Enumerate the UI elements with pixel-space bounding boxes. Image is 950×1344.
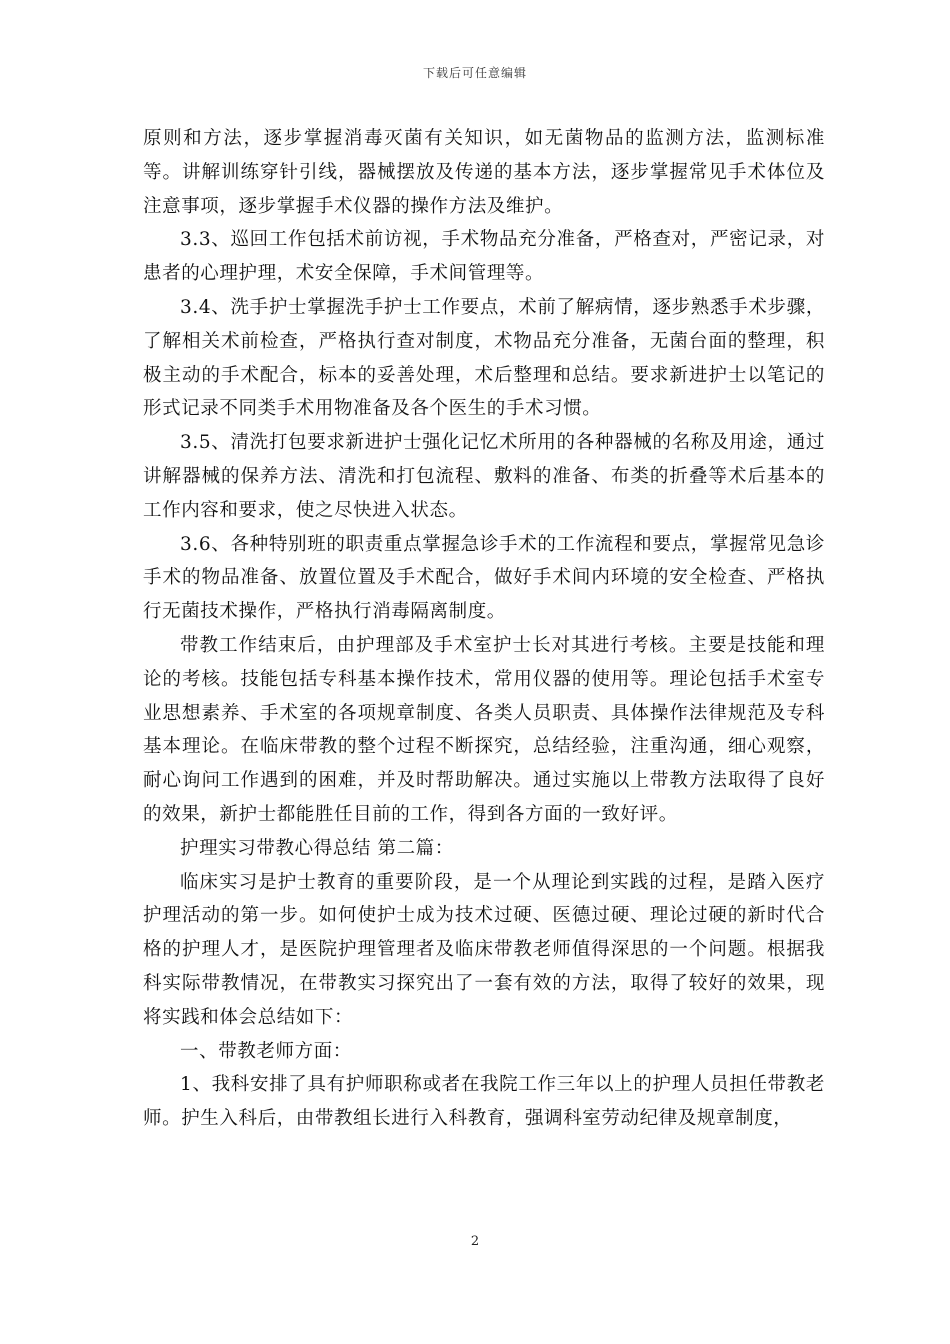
paragraph-6: 带教工作结束后，由护理部及手术室护士长对其进行考核。主要是技能和理论的考核。技能包括专科基本操作技术，常用仪器的使用等。理论包括手术室专业思想素养、手术室的各项规章制度、各类人员职责、具体操作法律规范及专科基本理论。在临床带教的整个过程不断探究，总结经验，注重沟通，细心观察，耐心询问工作遇到的困难，并及时帮助解决。通过实施以上带教方法取得了良好的效果，新护士都能胜任目前的工作，得到各方面的一致好评。 [143,634,825,825]
document-body [143,122,825,1136]
paragraph-3: 3.4、洗手护士掌握洗手护士工作要点，术前了解病情，逐步熟悉手术步骤，了解相关术前检查，严格执行查对制度，术物品充分准备，无菌台面的整理，积极主动的手术配合，标本的妥善处理，术后整理和总结。要求新进护士以笔记的形式记录不同类手术用物准备及各个医生的手术习惯。 [143,296,825,420]
paragraph-8: 1、我科安排了具有护师职称或者在我院工作三年以上的护理人员担任带教老师。护生入科后，由带教组长进行入科教育，强调科室劳动纪律及规章制度， [143,1074,825,1130]
page-header: 下载后可任意编辑 [422,66,527,80]
section-heading-teacher: 一、带教老师方面： [180,1040,352,1062]
paragraph-7: 临床实习是护士教育的重要阶段，是一个从理论到实践的过程，是踏入医疗护理活动的第一步。如何使护士成为技术过硬、医德过硬、理论过硬的新时代合格的护理人才，是医院护理管理者及临床带教老师值得深思的一个问题。根据我科实际带教情况，在带教实习探究出了一套有效的方法，取得了较好的效果，现将实践和体会总结如下： [143,871,825,1028]
page-number: 2 [470,1234,480,1249]
paragraph-2: 3.3、巡回工作包括术前访视，手术物品充分准备，严格查对，严密记录，对患者的心理护理，术安全保障，手术间管理等。 [143,229,825,285]
paragraph-1: 原则和方法，逐步掌握消毒灭菌有关知识，如无菌物品的监测方法，监测标准等。讲解训练穿针引线，器械摆放及传递的基本方法，逐步掌握常见手术体位及注意事项，逐步掌握手术仪器的操作方法及维护。 [143,128,825,217]
paragraph-4: 3.5、清洗打包要求新进护士强化记忆术所用的各种器械的名称及用途，通过讲解器械的保养方法、清洗和打包流程、敷料的准备、布类的折叠等术后基本的工作内容和要求，使之尽快进入状态。 [143,432,825,521]
section-heading-part-two: 护理实习带教心得总结 第二篇： [180,837,454,859]
paragraph-5: 3.6、各种特别班的职责重点掌握急诊手术的工作流程和要点，掌握常见急诊手术的物品准备、放置位置及手术配合，做好手术间内环境的安全检查、严格执行无菌技术操作，严格执行消毒隔离制度。 [143,533,825,623]
